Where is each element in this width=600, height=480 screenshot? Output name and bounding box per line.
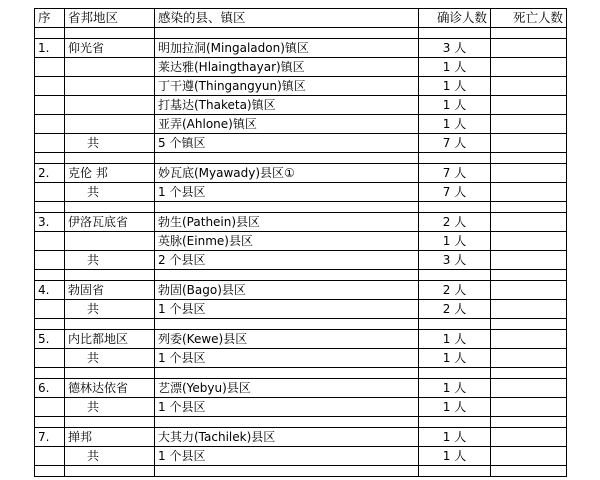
row-district: 勃固(Bago)县区 bbox=[155, 281, 419, 300]
table-row bbox=[35, 428, 567, 447]
separator-cell bbox=[35, 368, 65, 379]
row-province: 掸邦 bbox=[65, 428, 155, 447]
total-row bbox=[35, 447, 567, 466]
row-confirmed: 1 人 bbox=[419, 115, 491, 134]
total-confirmed: 2 人 bbox=[419, 300, 491, 319]
table-row bbox=[35, 330, 567, 349]
row-num: 4. bbox=[35, 281, 65, 300]
row-confirmed: 1 人 bbox=[419, 379, 491, 398]
separator-cell bbox=[419, 368, 491, 379]
case-table-body bbox=[35, 9, 567, 477]
separator-cell bbox=[35, 417, 65, 428]
header-district: 感染的县、镇区 bbox=[155, 9, 419, 28]
separator-cell bbox=[419, 466, 491, 477]
row-province bbox=[65, 232, 155, 251]
separator-cell bbox=[155, 466, 419, 477]
row-district: 明加拉洞(Mingaladon)镇区 bbox=[155, 39, 419, 58]
total-confirmed: 7 人 bbox=[419, 134, 491, 153]
row-num: 5. bbox=[35, 330, 65, 349]
table-row bbox=[35, 77, 567, 96]
row-district: 亚弄(Ahlone)镇区 bbox=[155, 115, 419, 134]
row-deaths bbox=[491, 39, 567, 58]
row-province bbox=[65, 58, 155, 77]
total-num bbox=[35, 300, 65, 319]
total-num bbox=[35, 349, 65, 368]
total-district: 1 个县区 bbox=[155, 183, 419, 202]
separator-row bbox=[35, 202, 567, 213]
row-district: 打基达(Thaketa)镇区 bbox=[155, 96, 419, 115]
separator-cell bbox=[65, 28, 155, 39]
row-num: 3. bbox=[35, 213, 65, 232]
separator-cell bbox=[65, 368, 155, 379]
row-confirmed: 7 人 bbox=[419, 164, 491, 183]
row-province bbox=[65, 115, 155, 134]
total-district: 1 个县区 bbox=[155, 300, 419, 319]
row-confirmed: 1 人 bbox=[419, 330, 491, 349]
total-row bbox=[35, 251, 567, 270]
total-row bbox=[35, 349, 567, 368]
row-deaths bbox=[491, 213, 567, 232]
row-deaths bbox=[491, 428, 567, 447]
row-num bbox=[35, 96, 65, 115]
row-province bbox=[65, 96, 155, 115]
total-num bbox=[35, 251, 65, 270]
total-district: 1 个县区 bbox=[155, 349, 419, 368]
total-confirmed: 7 人 bbox=[419, 183, 491, 202]
separator-cell bbox=[155, 368, 419, 379]
row-district: 大其力(Tachilek)县区 bbox=[155, 428, 419, 447]
separator-cell bbox=[65, 202, 155, 213]
row-province: 克伦 邦 bbox=[65, 164, 155, 183]
separator-cell bbox=[155, 270, 419, 281]
separator-cell bbox=[65, 319, 155, 330]
row-deaths bbox=[491, 58, 567, 77]
separator-cell bbox=[65, 153, 155, 164]
table-row bbox=[35, 39, 567, 58]
total-deaths bbox=[491, 134, 567, 153]
separator-row bbox=[35, 28, 567, 39]
table-row bbox=[35, 58, 567, 77]
total-row bbox=[35, 134, 567, 153]
total-district: 2 个县区 bbox=[155, 251, 419, 270]
row-confirmed: 1 人 bbox=[419, 428, 491, 447]
separator-row bbox=[35, 368, 567, 379]
row-confirmed: 1 人 bbox=[419, 77, 491, 96]
separator-cell bbox=[491, 319, 567, 330]
row-province: 勃固省 bbox=[65, 281, 155, 300]
row-district: 英脉(Einme)县区 bbox=[155, 232, 419, 251]
total-num bbox=[35, 134, 65, 153]
separator-cell bbox=[35, 270, 65, 281]
row-confirmed: 2 人 bbox=[419, 281, 491, 300]
row-district: 勃生(Pathein)县区 bbox=[155, 213, 419, 232]
total-deaths bbox=[491, 349, 567, 368]
total-num bbox=[35, 447, 65, 466]
row-confirmed: 1 人 bbox=[419, 96, 491, 115]
separator-row bbox=[35, 153, 567, 164]
separator-cell bbox=[419, 202, 491, 213]
row-num bbox=[35, 115, 65, 134]
separator-cell bbox=[419, 270, 491, 281]
separator-cell bbox=[491, 466, 567, 477]
total-row bbox=[35, 183, 567, 202]
row-deaths bbox=[491, 77, 567, 96]
separator-row bbox=[35, 319, 567, 330]
row-district: 莱达雅(Hlaingthayar)镇区 bbox=[155, 58, 419, 77]
header-num: 序 bbox=[35, 9, 65, 28]
separator-cell bbox=[35, 319, 65, 330]
table-row bbox=[35, 115, 567, 134]
separator-cell bbox=[491, 202, 567, 213]
total-row bbox=[35, 300, 567, 319]
total-label: 共 bbox=[65, 251, 155, 270]
separator-row bbox=[35, 417, 567, 428]
separator-cell bbox=[419, 319, 491, 330]
row-deaths bbox=[491, 281, 567, 300]
separator-cell bbox=[491, 28, 567, 39]
total-row bbox=[35, 398, 567, 417]
row-district: 丁干遵(Thingangyun)镇区 bbox=[155, 77, 419, 96]
total-deaths bbox=[491, 398, 567, 417]
total-label: 共 bbox=[65, 398, 155, 417]
separator-cell bbox=[491, 153, 567, 164]
total-confirmed: 1 人 bbox=[419, 398, 491, 417]
header-row bbox=[35, 9, 567, 28]
separator-cell bbox=[35, 202, 65, 213]
row-deaths bbox=[491, 232, 567, 251]
separator-cell bbox=[155, 28, 419, 39]
row-district: 妙瓦底(Myawady)县区① bbox=[155, 164, 419, 183]
case-table bbox=[34, 8, 567, 477]
separator-cell bbox=[65, 466, 155, 477]
table-row bbox=[35, 379, 567, 398]
row-confirmed: 1 人 bbox=[419, 232, 491, 251]
row-num: 1. bbox=[35, 39, 65, 58]
separator-cell bbox=[155, 417, 419, 428]
row-confirmed: 1 人 bbox=[419, 58, 491, 77]
row-province: 仰光省 bbox=[65, 39, 155, 58]
separator-cell bbox=[35, 28, 65, 39]
total-confirmed: 1 人 bbox=[419, 447, 491, 466]
row-num bbox=[35, 232, 65, 251]
table-row bbox=[35, 213, 567, 232]
separator-cell bbox=[419, 417, 491, 428]
separator-cell bbox=[491, 270, 567, 281]
separator-cell bbox=[35, 466, 65, 477]
row-deaths bbox=[491, 379, 567, 398]
separator-cell bbox=[35, 153, 65, 164]
total-num bbox=[35, 183, 65, 202]
total-label: 共 bbox=[65, 300, 155, 319]
table-row bbox=[35, 164, 567, 183]
row-num: 2. bbox=[35, 164, 65, 183]
separator-cell bbox=[419, 28, 491, 39]
row-num: 6. bbox=[35, 379, 65, 398]
total-confirmed: 1 人 bbox=[419, 349, 491, 368]
separator-row bbox=[35, 270, 567, 281]
total-num bbox=[35, 398, 65, 417]
table-row bbox=[35, 96, 567, 115]
header-province: 省邦地区 bbox=[65, 9, 155, 28]
row-confirmed: 2 人 bbox=[419, 213, 491, 232]
total-district: 1 个县区 bbox=[155, 398, 419, 417]
separator-cell bbox=[491, 417, 567, 428]
total-label: 共 bbox=[65, 183, 155, 202]
separator-cell bbox=[155, 153, 419, 164]
table-row bbox=[35, 281, 567, 300]
row-province: 内比都地区 bbox=[65, 330, 155, 349]
row-deaths bbox=[491, 164, 567, 183]
total-label: 共 bbox=[65, 447, 155, 466]
separator-cell bbox=[155, 319, 419, 330]
separator-cell bbox=[65, 417, 155, 428]
row-deaths bbox=[491, 330, 567, 349]
row-num bbox=[35, 77, 65, 96]
row-province: 德林达依省 bbox=[65, 379, 155, 398]
table-row bbox=[35, 232, 567, 251]
row-province: 伊洛瓦底省 bbox=[65, 213, 155, 232]
row-deaths bbox=[491, 96, 567, 115]
total-confirmed: 3 人 bbox=[419, 251, 491, 270]
total-deaths bbox=[491, 447, 567, 466]
header-deaths: 死亡人数 bbox=[491, 9, 567, 28]
header-confirmed: 确诊人数 bbox=[419, 9, 491, 28]
row-district: 艺漂(Yebyu)县区 bbox=[155, 379, 419, 398]
total-label: 共 bbox=[65, 349, 155, 368]
separator-cell bbox=[65, 270, 155, 281]
row-district: 列委(Kewe)县区 bbox=[155, 330, 419, 349]
total-label: 共 bbox=[65, 134, 155, 153]
row-province bbox=[65, 77, 155, 96]
separator-row bbox=[35, 466, 567, 477]
separator-cell bbox=[491, 368, 567, 379]
case-table-container bbox=[34, 8, 566, 477]
total-deaths bbox=[491, 183, 567, 202]
total-district: 1 个县区 bbox=[155, 447, 419, 466]
row-confirmed: 3 人 bbox=[419, 39, 491, 58]
total-deaths bbox=[491, 300, 567, 319]
separator-cell bbox=[155, 202, 419, 213]
total-district: 5 个镇区 bbox=[155, 134, 419, 153]
row-num: 7. bbox=[35, 428, 65, 447]
row-num bbox=[35, 58, 65, 77]
total-deaths bbox=[491, 251, 567, 270]
separator-cell bbox=[419, 153, 491, 164]
row-deaths bbox=[491, 115, 567, 134]
